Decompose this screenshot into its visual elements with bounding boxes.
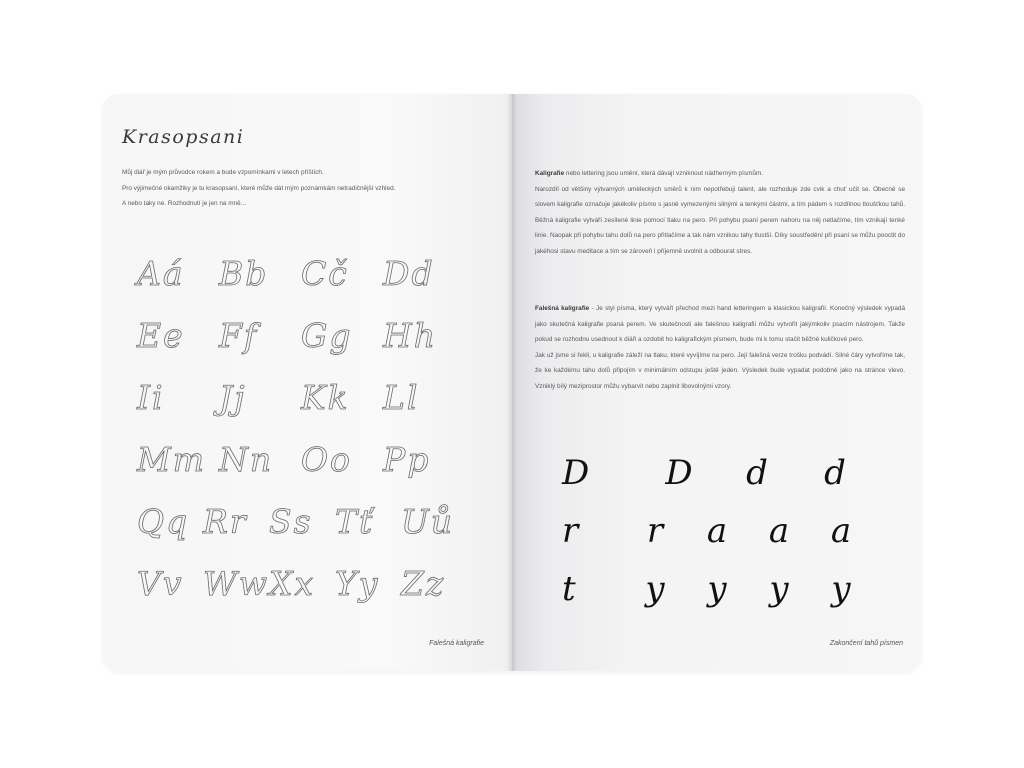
letter-pair: Pp bbox=[383, 439, 431, 479]
letter-pair: Nn bbox=[219, 439, 274, 479]
faux-calligraphy-alphabet bbox=[137, 242, 477, 614]
section-lead-rest: nebo lettering jsou umění, která dávají vzniknout nádherným písmům. bbox=[564, 170, 764, 177]
left-footer: Falešná kaligrafie bbox=[429, 640, 484, 647]
letter-pair: Uů bbox=[401, 501, 455, 541]
letter-pair: Yy bbox=[335, 563, 380, 603]
glyph-example: d bbox=[746, 453, 768, 493]
right-footer: Zakončení tahů písmen bbox=[829, 640, 903, 647]
letter-pair: Ii bbox=[137, 377, 165, 417]
glyph-example: r bbox=[646, 511, 664, 551]
faux-calligraphy-section bbox=[535, 301, 905, 394]
left-page bbox=[103, 94, 512, 671]
glyph-row bbox=[562, 560, 882, 618]
letter-pair: Aá bbox=[137, 253, 185, 293]
letter-pair: Rr bbox=[203, 501, 248, 541]
page-gutter bbox=[508, 94, 516, 671]
letter-pair: Dd bbox=[383, 253, 435, 293]
glyph-row bbox=[562, 444, 882, 502]
letter-pair: Zz bbox=[401, 563, 446, 603]
glyph-example: a bbox=[830, 511, 852, 551]
letter-pair: Ff bbox=[219, 315, 259, 355]
glyph-example: y bbox=[707, 569, 727, 609]
letter-pair: Mm bbox=[137, 439, 207, 479]
alphabet-row bbox=[137, 242, 477, 304]
letter-pair: Qq bbox=[137, 501, 190, 541]
glyph-example: D bbox=[562, 453, 590, 493]
glyph-example: d bbox=[824, 453, 846, 493]
letter-pair: Ww bbox=[203, 563, 270, 603]
letter-pair: Ll bbox=[383, 377, 420, 417]
letter-pair: Tť bbox=[335, 501, 375, 541]
letter-pair: Jj bbox=[219, 377, 247, 417]
letter-pair: Hh bbox=[383, 315, 438, 355]
glyph-example: y bbox=[831, 569, 851, 609]
alphabet-row bbox=[137, 490, 477, 552]
glyph-example: a bbox=[706, 511, 728, 551]
intro-line: Pro výjimečné okamžiky je tu krasopsaní, které může dát mým poznámkám netradičnější vzhled. bbox=[122, 184, 396, 192]
letter-pair: Ee bbox=[137, 315, 185, 355]
alphabet-row bbox=[137, 366, 477, 428]
glyph-example: a bbox=[768, 511, 790, 551]
glyph-example: t bbox=[562, 569, 576, 609]
intro-line: Můj diář je mým průvodce rokem a bude vzpomínkami v letech příštích. bbox=[122, 169, 324, 176]
alphabet-row bbox=[137, 552, 477, 614]
glyph-example: y bbox=[645, 569, 665, 609]
letter-pair: Kk bbox=[301, 377, 350, 417]
calligraphy-section bbox=[535, 166, 905, 259]
right-page bbox=[512, 94, 921, 671]
notebook-spread bbox=[103, 94, 921, 671]
section-paragraph: Narozdíl od většiny výtvarných uměleckých směrů k nim nepotřebuji talent, ale rozhoduje zde cvik a chuť učit se. Obecně se slovem kaligrafie označuje jakékoliv písmo s jasně vymezenými silnými a tenkými částmi, a tím pádem s rozdílnou tloušťkou tahů. Běžná kaligrafie vytváří zesílené linie pomocí tlaku na pero. Při pohybu psaní perem nahoru na něj netlačíme, tím vznikají tenké linie. Naopak při pohybu tahu dolů na pero přitlačíme a tak nám vznikou tahy tlustší. Díky soustředění při psaní se můžu pooctit do jakéhosi stavu meditace a tím se zároveň i příjemně uvolnit a odbourat stres. bbox=[535, 185, 905, 255]
letter-pair: Xx bbox=[269, 563, 316, 603]
letter-pair: Bb bbox=[219, 253, 269, 293]
letter-pair: Cč bbox=[301, 253, 349, 293]
intro-text bbox=[122, 165, 492, 212]
alphabet-row bbox=[137, 428, 477, 490]
letter-pair: Gg bbox=[301, 315, 353, 355]
alphabet-row bbox=[137, 304, 477, 366]
glyph-row bbox=[562, 502, 882, 560]
section-lead: Kaligrafie bbox=[535, 170, 565, 177]
letter-pair: Ss bbox=[269, 501, 313, 541]
glyph-example: D bbox=[665, 453, 693, 493]
section-lead-rest: - Je styl písma, který vytváří přechod mezi hand letteringem a klasickou kaligrafií. Konečný výsledek vypadá jako skutečná kaligrafie psaná perem. Ve skutečnosti ale falešnou kaligrafii můžu vytvořit jakýmkoliv psacím nástrojem. Takže pokud se rozhodnu usednout k diáři a ozdobit ho kaligrafickým písmem, bude mi k tomu stačit běžné kuličkové pero. bbox=[535, 305, 905, 343]
stroke-ending-examples bbox=[562, 444, 882, 618]
section-lead-line bbox=[535, 166, 905, 182]
section-lead-line bbox=[535, 301, 905, 348]
page-title: Krasopsani bbox=[122, 126, 245, 148]
letter-pair: Vv bbox=[137, 563, 184, 603]
intro-line: A nebo taky ne. Rozhodnutí je jen na mně... bbox=[122, 200, 246, 207]
glyph-example: y bbox=[769, 569, 789, 609]
glyph-example: r bbox=[562, 511, 579, 551]
section-paragraph: Jak už jsme si řekli, u kaligrafie záleží na tlaku, které vyvíjíme na pero. Její falešná verze trošku podvádí. Silné čáry vytvoříme tak, že ke každému tahu dolů připojím v minimálním odstupu ještě jeden. Výsledek bude vypadat podobně jako na stránce vlevo. Vzniklý bílý meziprostor můžu vybarvit nebo zaplnit libovolnými vzory. bbox=[535, 351, 905, 390]
section-lead: Falešná kaligrafie bbox=[535, 305, 590, 312]
letter-pair: Oo bbox=[301, 439, 352, 479]
